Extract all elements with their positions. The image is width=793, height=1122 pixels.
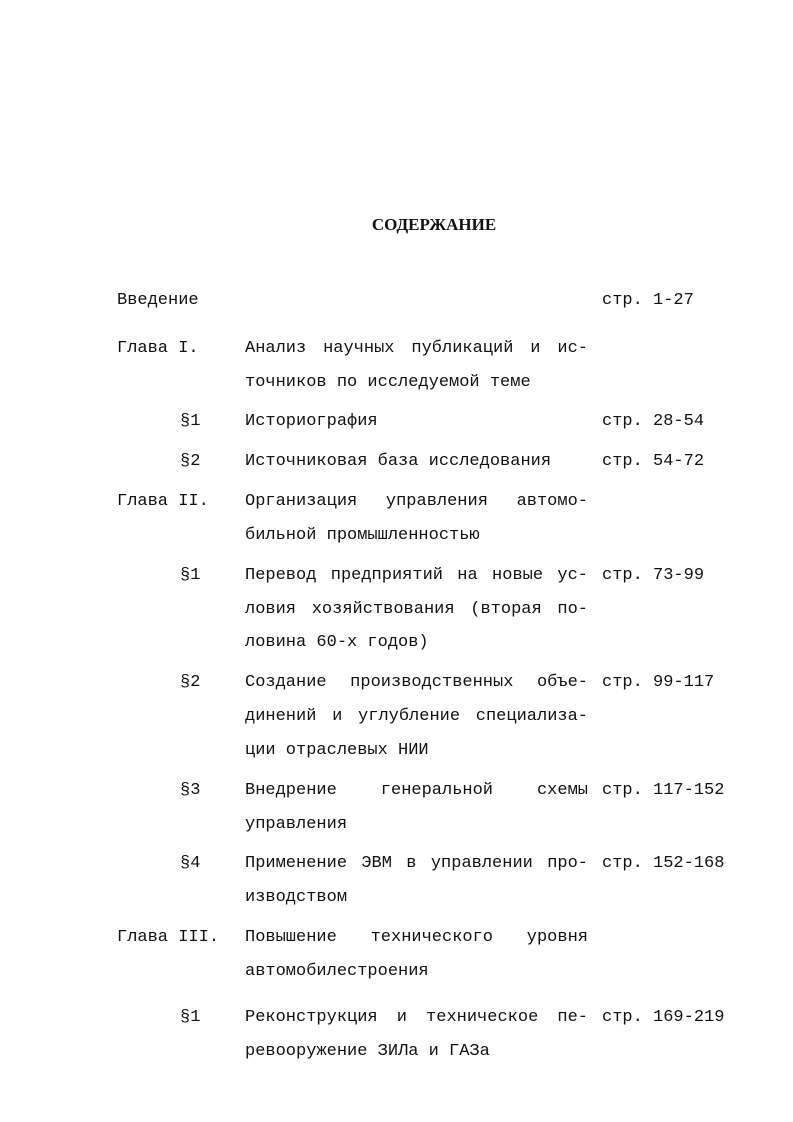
entry-pages: стр. 73-99: [602, 566, 705, 585]
entry-pages: стр. 99-117: [602, 673, 715, 692]
entry-line: ревооружение ЗИЛа и ГАЗа: [245, 1042, 490, 1061]
entry-line: Внедрение генеральной схемы: [245, 781, 588, 800]
entry-heading: Введение: [117, 291, 199, 310]
entry-line: ции отраслевых НИИ: [245, 741, 429, 760]
entry-pages: стр. 28-54: [602, 412, 705, 431]
section-number: §1: [180, 1008, 201, 1027]
section-number: §4: [180, 854, 201, 873]
section-number: §2: [180, 673, 201, 692]
entry-heading: Глава II.: [117, 492, 209, 511]
section-number: §3: [180, 781, 201, 800]
section-number: §1: [180, 412, 201, 431]
page-title: СОДЕРЖАНИЕ: [371, 215, 497, 234]
entry-line: Повышение технического уровня: [245, 928, 588, 947]
entry-line: Анализ научных публикаций и ис-: [245, 339, 588, 358]
entry-pages: стр. 152-168: [602, 854, 725, 873]
section-number: §2: [180, 452, 201, 471]
entry-pages: стр. 117-152: [602, 781, 725, 800]
entry-line: ловина 60-х годов): [245, 633, 429, 652]
section-number: §1: [180, 566, 201, 585]
entry-pages: стр. 169-219: [602, 1008, 725, 1027]
entry-line: автомобилестроения: [245, 962, 429, 981]
entry-line: ловия хозяйствования (вторая по-: [245, 600, 588, 619]
entry-line: бильной промышленностью: [245, 526, 480, 545]
entry-line: Источниковая база исследования: [245, 452, 552, 471]
entry-heading: Глава I.: [117, 339, 199, 358]
entry-line: управления: [245, 815, 348, 834]
entry-line: Реконструкция и техническое пе-: [245, 1008, 588, 1027]
entry-pages: стр. 54-72: [602, 452, 705, 471]
entry-line: точников по исследуемой теме: [245, 373, 531, 392]
entry-line: Создание производственных объе-: [245, 673, 588, 692]
entry-line: Организация управления автомо-: [245, 492, 588, 511]
entry-line: динений и углубление специализа-: [245, 707, 588, 726]
entry-line: Перевод предприятий на новые ус-: [245, 566, 588, 585]
entry-heading: Глава III.: [117, 928, 220, 947]
entry-line: Историография: [245, 412, 378, 431]
entry-pages: стр. 1-27: [602, 291, 694, 310]
entry-line: Применение ЭВМ в управлении про-: [245, 854, 588, 873]
entry-line: изводством: [245, 888, 348, 907]
